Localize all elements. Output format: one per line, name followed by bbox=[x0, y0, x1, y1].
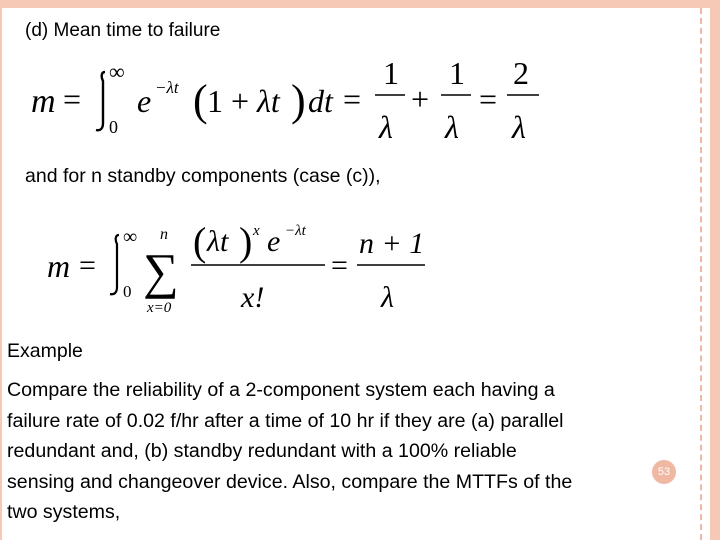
eq2-lhs: m bbox=[47, 248, 71, 284]
eq1-frac1-num: 1 bbox=[383, 55, 399, 91]
slide-left-border bbox=[0, 0, 2, 540]
eq1-equals-2: = bbox=[343, 81, 362, 117]
example-line-5: two systems, bbox=[7, 501, 121, 523]
eq1-equals: = bbox=[63, 81, 82, 117]
example-text bbox=[7, 375, 707, 528]
example-line-4: sensing and changeover device. Also, compare the MTTFs of the bbox=[7, 470, 573, 493]
eq2-lower-limit: 0 bbox=[123, 282, 132, 301]
eq1-dt: dt bbox=[308, 83, 333, 119]
example-line-1: Compare the reliability of a 2-component system each having a bbox=[7, 379, 555, 401]
eq1-left-paren: ( bbox=[193, 76, 208, 125]
eq1-right-paren: ) bbox=[291, 76, 306, 125]
eq2-sum-lower: x=0 bbox=[147, 300, 172, 316]
standby-intro: and for n standby components (case (c)), bbox=[25, 165, 381, 187]
equation-mttf-parallel bbox=[25, 55, 555, 150]
eq2-exp-base: e bbox=[267, 225, 281, 258]
example-line-3: redundant and, (b) standby redundant with a 100% reliable bbox=[7, 440, 517, 462]
eq1-one-plus: 1 + bbox=[207, 83, 250, 119]
eq1-frac3-num: 2 bbox=[513, 55, 529, 91]
heading-mean-time-to-failure: (d) Mean time to failure bbox=[25, 20, 221, 41]
eq2-integral-sign bbox=[110, 235, 119, 294]
eq2-sigma: ∑ bbox=[143, 243, 179, 299]
eq1-frac1-den: λ bbox=[379, 109, 393, 145]
eq1-lower-limit: 0 bbox=[109, 117, 118, 137]
eq1-lambda-t: λt bbox=[257, 83, 280, 119]
eq2-equals-2: = bbox=[331, 249, 348, 282]
eq1-plus: + bbox=[411, 81, 430, 117]
example-title: Example bbox=[7, 340, 83, 362]
example-line-2: failure rate of 0.02 f/hr after a time of 10 hr if they are (a) parallel bbox=[7, 409, 564, 432]
eq2-factorial: x! bbox=[241, 281, 265, 314]
eq2-exp-power: −λt bbox=[285, 223, 306, 239]
eq2-rhs-den: λ bbox=[381, 281, 394, 314]
eq2-upper-limit: ∞ bbox=[123, 226, 138, 248]
slide-top-border bbox=[0, 0, 720, 8]
eq1-frac2-den: λ bbox=[445, 109, 459, 145]
eq1-exp-power: −λt bbox=[155, 78, 179, 97]
eq2-power-x: x bbox=[253, 223, 260, 239]
eq1-integral-sign bbox=[96, 72, 105, 130]
eq2-rhs-num: n + 1 bbox=[359, 227, 425, 260]
equation-mttf-standby bbox=[45, 215, 445, 320]
eq1-exp-base: e bbox=[137, 83, 152, 119]
page-number-badge: 53 bbox=[652, 460, 676, 484]
eq1-upper-limit: ∞ bbox=[109, 59, 125, 84]
eq1-lhs: m bbox=[31, 83, 56, 120]
eq2-lambda-t: λt bbox=[207, 225, 229, 258]
eq2-left-paren: ( bbox=[193, 219, 207, 264]
eq1-equals-3: = bbox=[479, 81, 498, 117]
eq2-right-paren: ) bbox=[239, 219, 253, 264]
slide-right-border bbox=[710, 0, 720, 540]
eq1-frac3-den: λ bbox=[512, 109, 526, 145]
eq2-sum-upper: n bbox=[160, 226, 168, 243]
eq1-frac2-num: 1 bbox=[449, 55, 465, 91]
eq2-equals: = bbox=[79, 249, 96, 282]
